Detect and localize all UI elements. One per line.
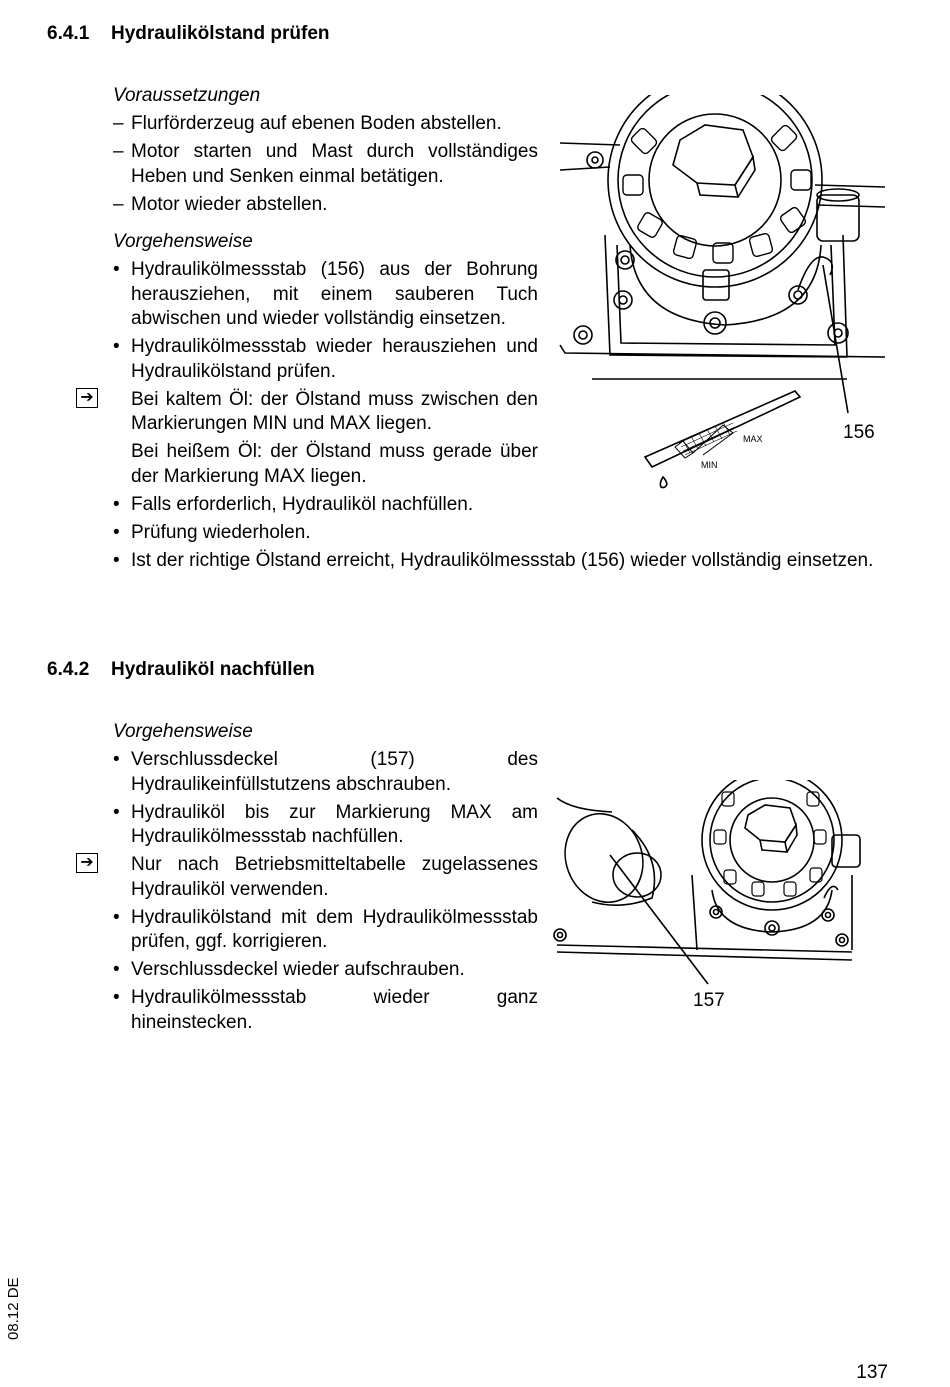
procedure-step: • Verschlussdeckel (157) des Hydraulikeinfüllstutzens abschrauben. xyxy=(113,749,538,795)
arrow-right-icon: ➔ xyxy=(76,388,98,408)
prereq-heading: Voraussetzungen xyxy=(113,85,261,106)
section-title: Hydrauliköl nachfüllen xyxy=(111,659,315,680)
procedure-step: • Hydraulikölmessstab wieder herausziehen und Hydraulikölstand prüfen. xyxy=(113,336,538,382)
date-code: 08.12 DE xyxy=(5,1277,22,1340)
procedure-step: • Hydrauliköl bis zur Markierung MAX am Hydraulikölmessstab nachfüllen. xyxy=(113,801,538,847)
filler-cap-figure xyxy=(552,780,892,990)
callout-157: 157 xyxy=(693,990,725,1011)
note-item: ➔ Bei kaltem Öl: der Ölstand muss zwischen den Markierungen MIN und MAX liegen. xyxy=(113,388,538,437)
prereq-item: – Motor wieder abstellen. xyxy=(113,193,328,215)
arrow-right-icon: ➔ xyxy=(76,853,98,873)
procedure-heading: Vorgehensweise xyxy=(113,721,253,742)
section-heading-6-4-2 xyxy=(47,659,315,681)
max-label: MAX xyxy=(743,434,763,444)
procedure-step: • Hydraulikölmessstab (156) aus der Bohrung herausziehen, mit einem sauberen Tuch abwischen und wieder vollständig einsetzen. xyxy=(113,259,538,329)
section-heading-6-4-1 xyxy=(47,23,330,45)
section-title: Hydraulikölstand prüfen xyxy=(111,23,330,44)
procedure-heading: Vorgehensweise xyxy=(113,231,253,252)
note-item: ➔ Nur nach Betriebsmitteltabelle zugelassenes Hydrauliköl verwenden. xyxy=(113,853,538,902)
page-number: 137 xyxy=(856,1362,888,1383)
procedure-step: • Falls erforderlich, Hydrauliköl nachfüllen. xyxy=(113,493,474,515)
procedure-step: • Prüfung wiederholen. xyxy=(113,521,311,543)
prereq-item: – Flurförderzeug auf ebenen Boden abstellen. xyxy=(113,113,502,134)
section-number: 6.4.2 xyxy=(47,659,90,680)
procedure-step: • Verschlussdeckel wieder aufschrauben. xyxy=(113,959,465,980)
section-2-body xyxy=(80,720,538,1035)
note-item: Bei heißem Öl: der Ölstand muss gerade über der Markierung MAX liegen. xyxy=(131,441,538,487)
callout-156: 156 xyxy=(843,422,875,443)
procedure-step: • Hydraulikölmessstab wieder ganz hineinstecken. xyxy=(113,987,538,1033)
procedure-step: • Hydraulikölstand mit dem Hydraulikölmessstab prüfen, ggf. korrigieren. xyxy=(113,906,538,952)
prereq-item: – Motor starten und Mast durch vollständiges Heben und Senken einmal betätigen. xyxy=(113,141,538,187)
section-number: 6.4.1 xyxy=(47,23,90,44)
procedure-step: • Ist der richtige Ölstand erreicht, Hydraulikölmessstab (156) wieder vollständig einsetzen. xyxy=(113,549,874,571)
min-label: MIN xyxy=(701,460,718,470)
section-1-body xyxy=(80,84,874,573)
